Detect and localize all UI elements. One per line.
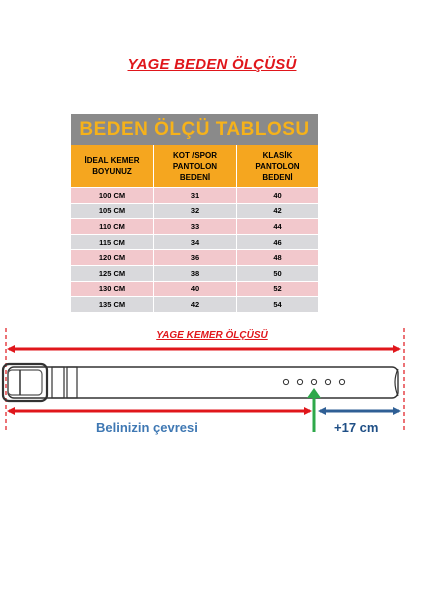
jeans-size-cell: 40 bbox=[154, 281, 237, 297]
extra-length-label: +17 cm bbox=[334, 420, 379, 435]
classic-size-cell: 42 bbox=[237, 203, 319, 219]
size-table bbox=[71, 114, 318, 312]
size-table-grid bbox=[71, 145, 318, 312]
belt-length-cell: 120 CM bbox=[71, 250, 154, 266]
belt-length-cell: 135 CM bbox=[71, 297, 154, 312]
jeans-size-cell: 31 bbox=[154, 188, 237, 204]
belt-length-cell: 125 CM bbox=[71, 265, 154, 281]
column-header-classic-size bbox=[237, 145, 319, 188]
table-header-row bbox=[71, 145, 318, 188]
classic-size-cell: 46 bbox=[237, 234, 319, 250]
belt-illustration bbox=[3, 364, 398, 401]
classic-size-cell: 48 bbox=[237, 250, 319, 266]
column-header-belt-length bbox=[71, 145, 154, 188]
jeans-size-cell: 38 bbox=[154, 265, 237, 281]
jeans-size-cell: 34 bbox=[154, 234, 237, 250]
table-row bbox=[71, 234, 318, 250]
belt-hole bbox=[325, 379, 330, 384]
jeans-size-cell: 36 bbox=[154, 250, 237, 266]
jeans-size-cell: 33 bbox=[154, 219, 237, 235]
table-row bbox=[71, 265, 318, 281]
classic-size-cell: 50 bbox=[237, 265, 319, 281]
belt-length-cell: 105 CM bbox=[71, 203, 154, 219]
classic-size-cell: 40 bbox=[237, 188, 319, 204]
table-row bbox=[71, 219, 318, 235]
belt-length-cell: 130 CM bbox=[71, 281, 154, 297]
belt-length-cell: 115 CM bbox=[71, 234, 154, 250]
size-table-heading: BEDEN ÖLÇÜ TABLOSU bbox=[71, 114, 318, 145]
waist-label: Belinizin çevresi bbox=[96, 420, 198, 435]
belt-hole bbox=[311, 379, 316, 384]
table-row bbox=[71, 297, 318, 312]
column-header-jeans-size bbox=[154, 145, 237, 188]
classic-size-cell: 44 bbox=[237, 219, 319, 235]
column-header-label: KOT /SPOR PANTOLON BEDENİ bbox=[172, 150, 218, 182]
classic-size-cell: 54 bbox=[237, 297, 319, 312]
table-row bbox=[71, 250, 318, 266]
belt-length-cell: 110 CM bbox=[71, 219, 154, 235]
jeans-size-cell: 32 bbox=[154, 203, 237, 219]
jeans-size-cell: 42 bbox=[154, 297, 237, 312]
belt-hole bbox=[339, 379, 344, 384]
belt-length-cell: 100 CM bbox=[71, 188, 154, 204]
belt-diagram-title: YAGE KEMER ÖLÇÜSÜ bbox=[156, 330, 268, 341]
page-title: YAGE BEDEN ÖLÇÜSÜ bbox=[127, 56, 297, 73]
column-header-label: İDEAL KEMER BOYUNUZ bbox=[84, 156, 140, 176]
table-row bbox=[71, 281, 318, 297]
classic-size-cell: 52 bbox=[237, 281, 319, 297]
belt-hole bbox=[297, 379, 302, 384]
column-header-label: KLASİK PANTOLON BEDENİ bbox=[255, 150, 300, 182]
belt-hole bbox=[283, 379, 288, 384]
table-row bbox=[71, 203, 318, 219]
table-row bbox=[71, 188, 318, 204]
